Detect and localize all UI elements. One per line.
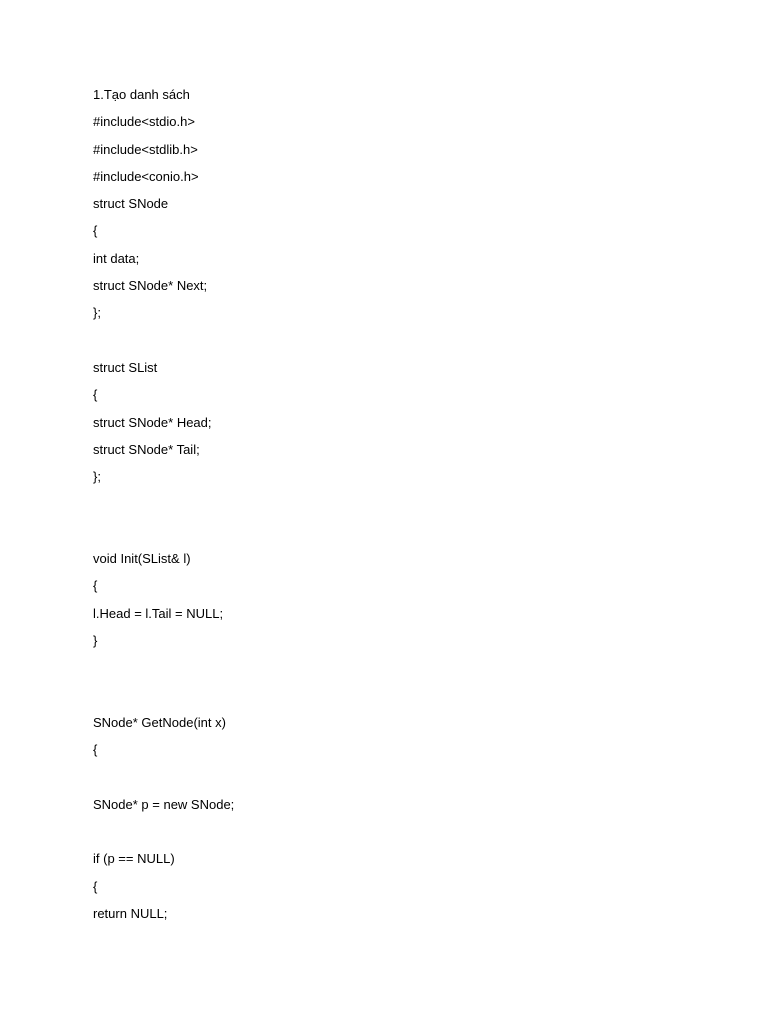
code-line: struct SNode* Head;: [93, 414, 212, 430]
code-line: #include<stdio.h>: [93, 114, 195, 130]
code-line: {: [93, 387, 98, 403]
code-line: int data;: [93, 250, 140, 266]
code-line: SNode* p = new SNode;: [93, 796, 235, 812]
code-line: };: [93, 305, 101, 321]
code-line: {: [93, 223, 98, 239]
code-line: struct SNode: [93, 196, 169, 212]
code-line: #include<conio.h>: [93, 168, 199, 184]
code-line: {: [93, 878, 98, 894]
code-line: }: [93, 632, 98, 648]
code-line: void Init(SList& l): [93, 551, 191, 567]
code-line: SNode* GetNode(int x): [93, 714, 226, 730]
code-line: #include<stdlib.h>: [93, 141, 198, 157]
code-line: struct SList: [93, 359, 158, 375]
code-text-block: [93, 86, 693, 923]
code-line: struct SNode* Tail;: [93, 441, 200, 457]
code-line: {: [93, 742, 98, 758]
code-line: };: [93, 469, 101, 485]
code-line: struct SNode* Next;: [93, 278, 208, 294]
section-heading: 1.Tạo danh sách: [93, 87, 190, 102]
code-line: {: [93, 578, 98, 594]
code-line: return NULL;: [93, 905, 168, 921]
code-line: if (p == NULL): [93, 851, 175, 867]
code-line: l.Head = l.Tail = NULL;: [93, 605, 224, 621]
